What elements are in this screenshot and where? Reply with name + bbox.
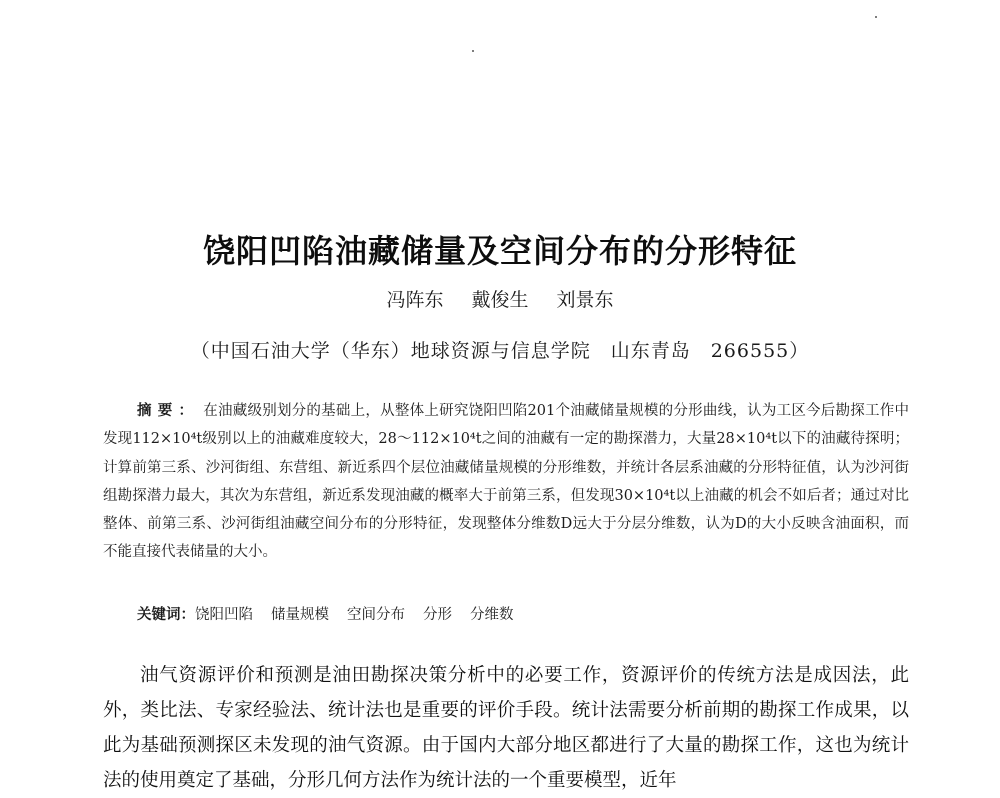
author-name: 刘景东 <box>556 289 614 311</box>
abstract-label: 摘要： <box>137 402 200 419</box>
keywords <box>137 603 532 624</box>
keywords-label: 关键词： <box>137 606 195 623</box>
scan-speck <box>472 50 474 52</box>
keyword: 空间分布 <box>347 607 405 623</box>
affiliation: （中国石油大学（华东）地球资源与信息学院 山东青岛 266555） <box>190 340 810 362</box>
keyword: 饶阳凹陷 <box>195 607 253 623</box>
paper-title: 饶阳凹陷油藏储量及空间分布的分形特征 <box>202 232 797 270</box>
scan-speck <box>875 16 877 18</box>
author-list <box>0 285 1000 312</box>
author-name: 戴俊生 <box>471 289 529 311</box>
author-name: 冯阵东 <box>386 289 444 311</box>
abstract-text: 在油藏级别划分的基础上，从整体上研究饶阳凹陷201个油藏储量规模的分形曲线，认为工区今后勘探工作中发现112×10⁴t级别以上的油藏难度较大，28～112×10⁴t之间的油藏有一定的勘探潜力，大量28×10⁴t以下的油藏待探明；计算前第三系、沙河街组、东营组、新近系四个层位油藏储量规模的分形维数，并统计各层系油藏的分形特征值，认为沙河街组勘探潜力最大，其次为东营组，新近系发现油藏的概率大于前第三系，但发现30×10⁴t以上油藏的机会不如后者；通过对比整体、前第三系、沙河街组油藏空间分布的分形特征，发现整体分维数D远大于分层分维数，认为D的大小反映含油面积，而不能直接代表储量的大小。 <box>103 403 910 561</box>
keyword: 分维数 <box>470 607 514 623</box>
abstract <box>103 397 909 567</box>
keyword: 分形 <box>423 607 452 623</box>
body-paragraph: 油气资源评价和预测是油田勘探决策分析中的必要工作，资源评价的传统方法是成因法，此外，类比法、专家经验法、统计法也是重要的评价手段。统计法需要分析前期的勘探工作成果，以此为基础预测探区未发现的油气资源。由于国内大部分地区都进行了大量的勘探工作，这也为统计法的使用奠定了基础，分形几何方法作为统计法的一个重要模型，近年 <box>103 665 909 791</box>
keyword: 储量规模 <box>271 607 329 623</box>
